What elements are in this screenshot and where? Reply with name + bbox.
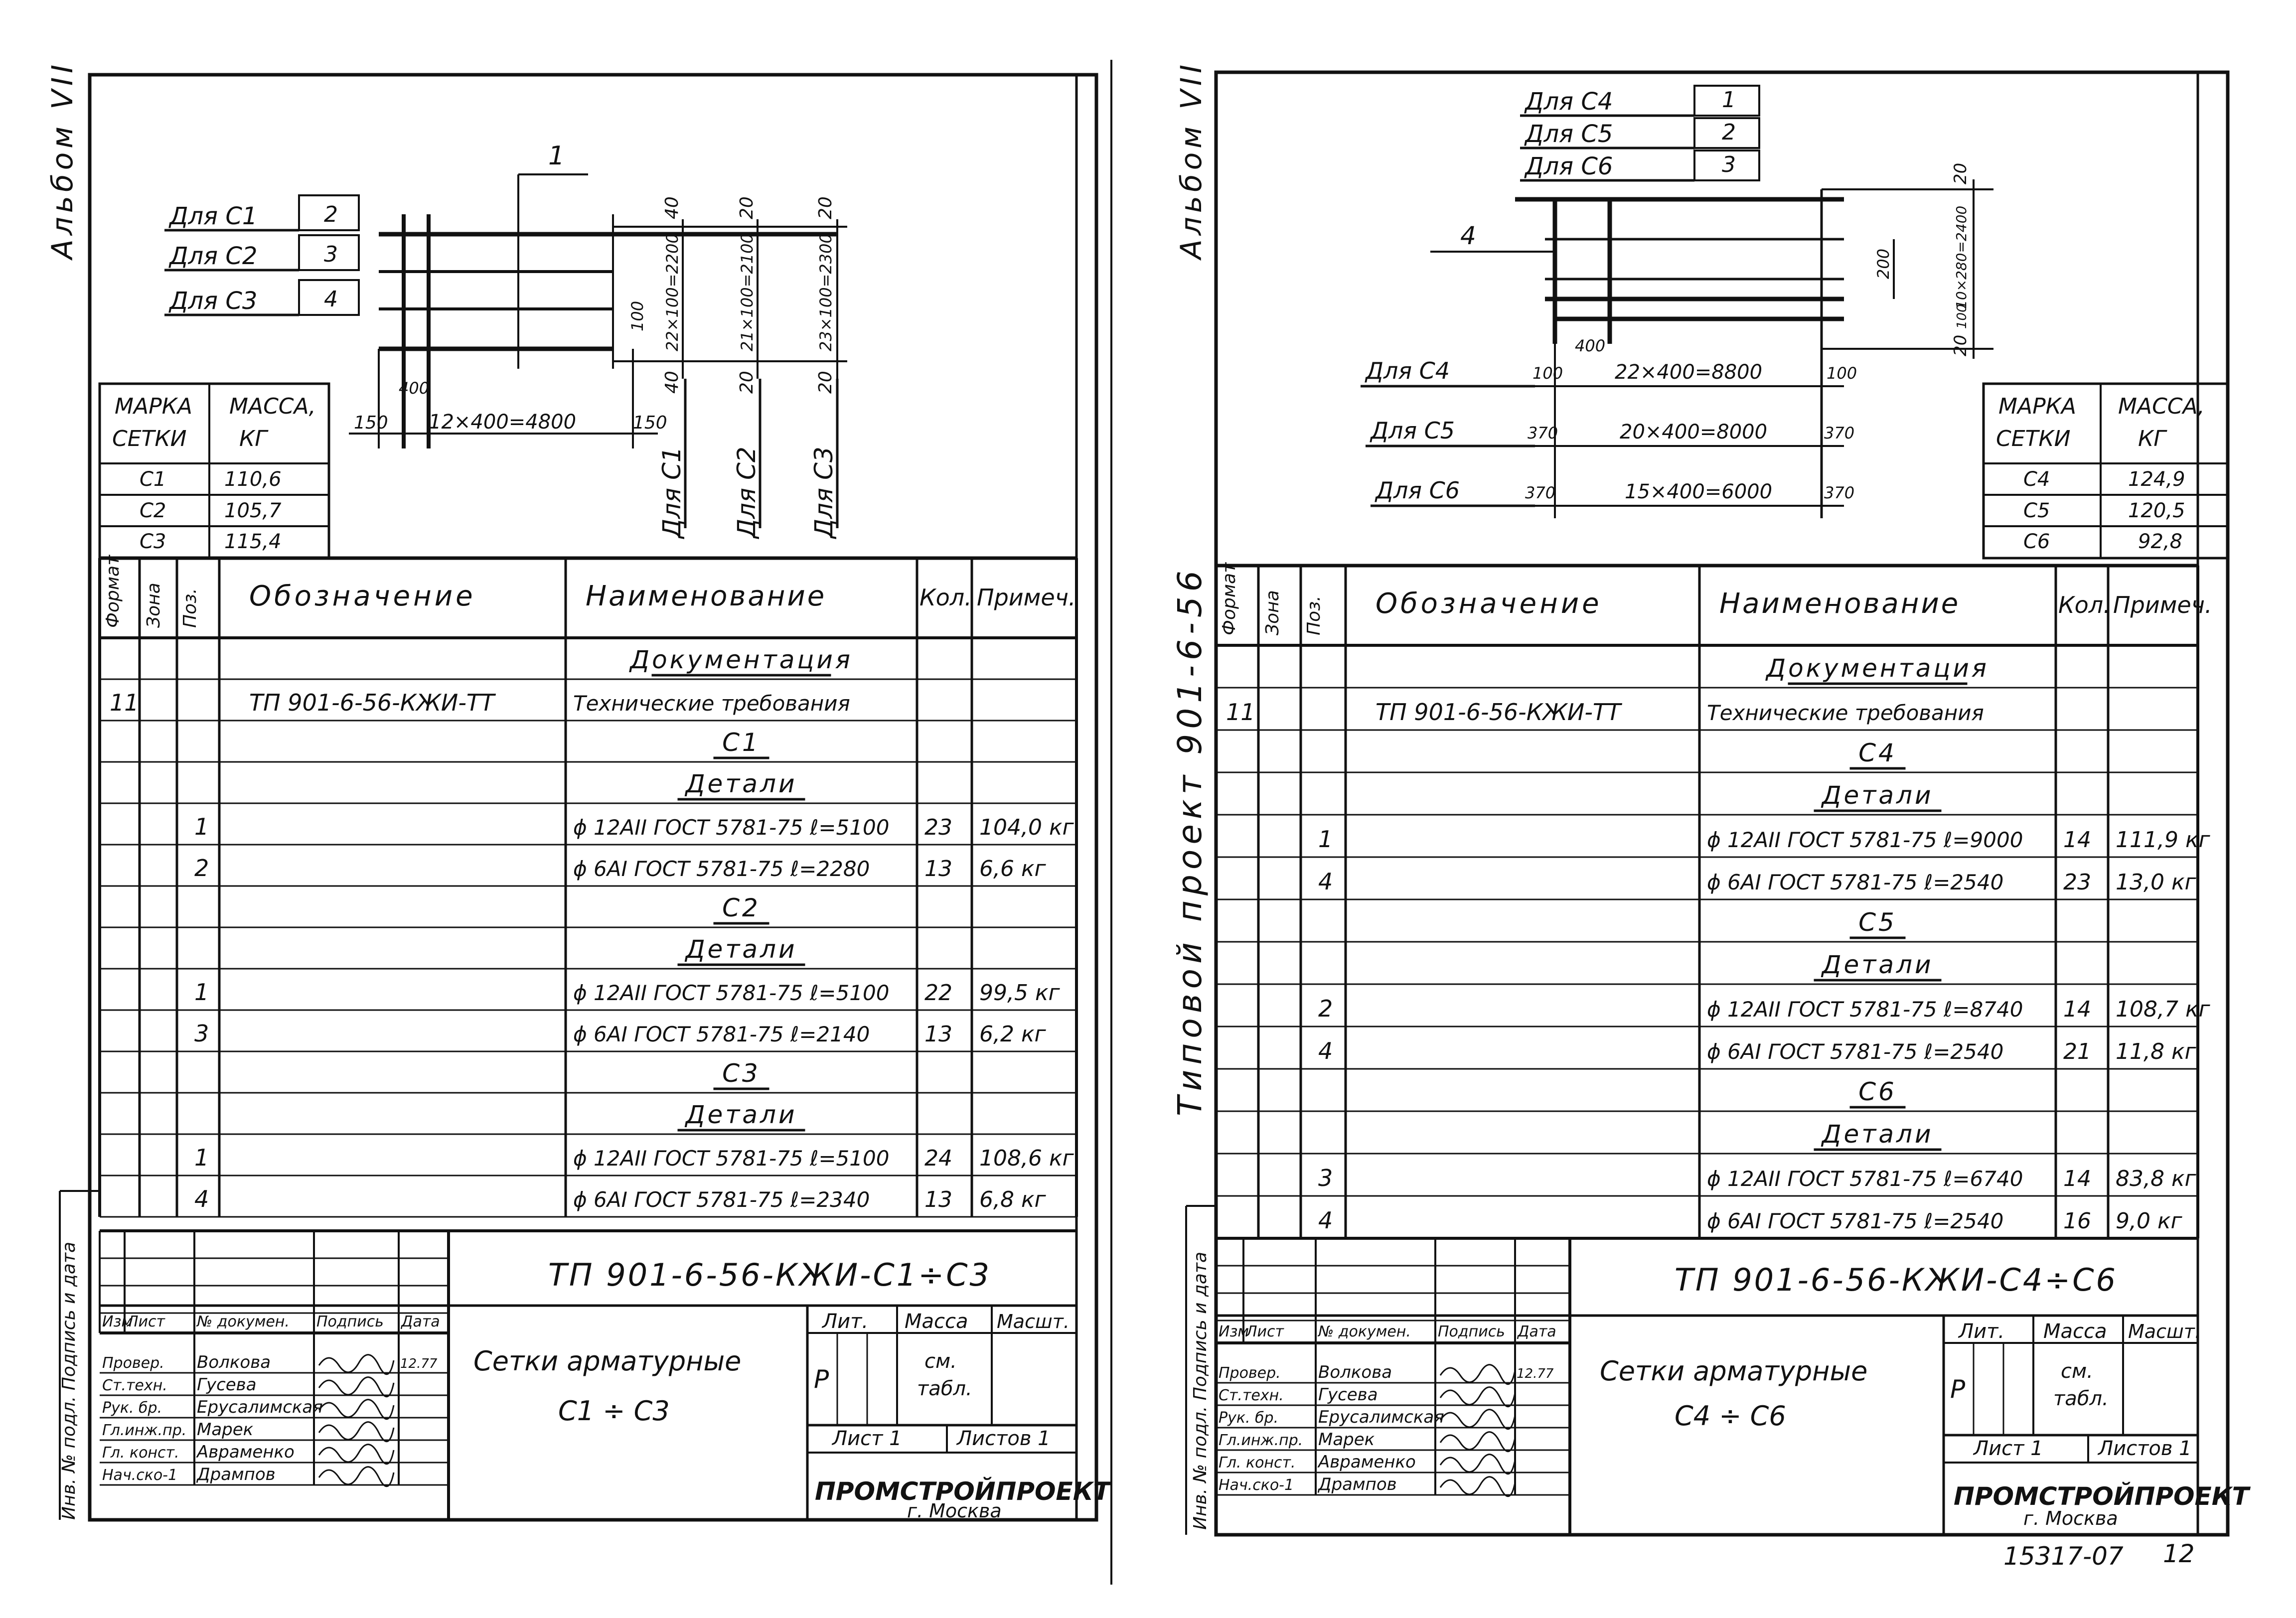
right-mass-c4: С4	[2023, 468, 2050, 491]
spec-section-title: Детали	[1822, 1120, 1934, 1149]
right-span-a-c6: 370	[1525, 483, 1556, 502]
left-spec-header-pos: Поз.	[180, 588, 200, 628]
right-spec-row	[1226, 699, 1984, 726]
left-stamp-role: Гл.инж.пр.	[102, 1422, 187, 1439]
left-mass-table	[100, 384, 329, 558]
left-stamp-date: 12.77	[400, 1356, 438, 1371]
spec-position: 4	[1318, 1037, 1333, 1064]
left-org: ПРОМСТРОЙПРОЕКТ	[815, 1477, 1110, 1506]
left-pointer-num-3: 3	[324, 242, 338, 267]
left-stamp-header: № докумен.	[197, 1313, 290, 1330]
right-title-code: ТП 901-6-56-КЖИ-С4÷С6	[1675, 1262, 2118, 1298]
left-mass-c1: С1	[140, 468, 166, 491]
right-stamp-header: Изм	[1219, 1323, 1249, 1340]
left-spec-header-qty: Кол.	[919, 584, 972, 611]
right-lit-value: Р	[1950, 1375, 1966, 1404]
spec-position: 4	[194, 1185, 209, 1212]
left-signature-scribble	[319, 1400, 394, 1419]
right-stamp-role: Провер.	[1219, 1364, 1281, 1382]
right-dim-20b: 20	[1951, 334, 1971, 356]
right-spec-header-qty: Кол.	[2058, 591, 2111, 618]
spec-format: 11	[1226, 699, 1255, 726]
right-spec-row	[1850, 1077, 1906, 1107]
spec-quantity: 13	[924, 856, 952, 882]
left-lit-header: Лит.	[822, 1310, 869, 1333]
right-city: г. Москва	[2023, 1507, 2118, 1529]
spec-note: 6,2 кг	[979, 1022, 1046, 1047]
right-stamp-name: Гусева	[1318, 1385, 1378, 1405]
right-dim-vert: 10×280=2400	[1953, 205, 1970, 309]
right-span-b-c6: 370	[1824, 483, 1855, 502]
right-stamp-role: Гл.инж.пр.	[1219, 1432, 1303, 1449]
left-spec-row	[194, 1144, 1074, 1171]
spec-section-title: Документация	[1766, 654, 1989, 683]
right-spec-row	[1814, 781, 1942, 811]
left-stamp-name: Дрампов	[197, 1465, 276, 1484]
left-spec-table	[100, 555, 1076, 1217]
left-stamp-role: Нач.ско-1	[102, 1467, 178, 1484]
right-stamp-header: Подпись	[1438, 1323, 1505, 1340]
left-stamp-header: Дата	[401, 1313, 440, 1330]
spec-position: 3	[1318, 1165, 1333, 1191]
left-mass-value1: см.	[924, 1350, 957, 1373]
left-mass-c2: С2	[140, 499, 166, 522]
left-mass-h2: МАССА,	[229, 394, 316, 419]
left-dim-v2: 21×100=2100	[738, 233, 757, 351]
right-footer-page: 12	[2163, 1539, 2195, 1568]
left-title-code: ТП 901-6-56-КЖИ-С1÷С3	[548, 1257, 991, 1293]
right-span-a-c5: 370	[1528, 424, 1558, 442]
right-stamp-name: Волкова	[1318, 1362, 1392, 1382]
left-mass-h2b: КГ	[239, 426, 267, 451]
left-pointer-num-2: 2	[324, 202, 338, 227]
right-stamp-role: Нач.ско-1	[1219, 1476, 1294, 1494]
left-vlabel-c3: Для С3	[809, 446, 838, 538]
right-span-c6: 15×400=6000	[1625, 480, 1773, 503]
right-mass-c5: С5	[2023, 499, 2050, 522]
spec-section-title: Детали	[1822, 781, 1934, 810]
left-dim-400: 400	[399, 379, 430, 398]
right-dim-100: 100	[1955, 304, 1970, 329]
spec-name: ϕ 12АII ГОСТ 5781-75 ℓ=5100	[573, 1146, 890, 1171]
spec-quantity: 13	[924, 1022, 952, 1047]
spec-section-title: С3	[722, 1059, 761, 1088]
right-dim-400: 400	[1575, 336, 1606, 355]
left-dim-span: 12×400=4800	[429, 411, 577, 434]
spec-section-title: С5	[1858, 908, 1897, 937]
right-signature-scribble	[1440, 1477, 1515, 1496]
right-spec-row	[1850, 738, 1906, 768]
left-dim-150b: 150	[633, 413, 667, 433]
right-org: ПРОМСТРОЙПРОЕКТ	[1954, 1482, 2249, 1511]
left-spec-header-zone: Зона	[144, 583, 164, 628]
right-stamp-name: Дрампов	[1318, 1474, 1397, 1494]
right-mass-table	[1984, 384, 2228, 558]
right-spec-header-pos: Поз.	[1304, 595, 1324, 635]
left-album-label: Альбом VII	[45, 60, 79, 259]
left-spec-row	[714, 1059, 769, 1089]
right-stamp-grid	[1216, 1238, 1570, 1496]
spec-note: 104,0 кг	[979, 815, 1074, 840]
left-spec-row	[194, 813, 1074, 840]
right-footer-number: 15317-07	[2003, 1542, 2124, 1571]
right-dim-200: 200	[1874, 248, 1893, 279]
left-mass-h1: МАРКА	[115, 394, 192, 419]
spec-quantity: 21	[2063, 1039, 2091, 1064]
left-mass-value2: табл.	[917, 1377, 972, 1400]
spec-position: 4	[1318, 868, 1333, 895]
spec-note: 99,5 кг	[979, 980, 1060, 1006]
spec-name: ϕ 12АII ГОСТ 5781-75 ℓ=5100	[573, 981, 890, 1005]
spec-name: ϕ 12АII ГОСТ 5781-75 ℓ=6740	[1707, 1167, 2023, 1191]
right-title-block	[1216, 1238, 2251, 1535]
left-stamp-header: Лист	[127, 1313, 165, 1330]
right-stamp-header: Лист	[1246, 1323, 1284, 1340]
left-pointers	[164, 195, 359, 315]
right-spec-row	[1318, 1165, 2197, 1191]
left-sheets-count: Листов 1	[957, 1427, 1051, 1450]
left-stamp-role: Провер.	[102, 1354, 164, 1372]
right-doc-sub: С4 ÷ С6	[1675, 1400, 1786, 1432]
right-span-b-c5: 370	[1824, 424, 1855, 442]
left-sheet	[45, 60, 1112, 1585]
spec-note: 6,8 кг	[979, 1187, 1046, 1212]
right-spec-header-note: Примеч.	[2113, 591, 2212, 618]
right-pointer-num-2: 2	[1722, 120, 1736, 145]
spec-name: ϕ 6АI ГОСТ 5781-75 ℓ=2540	[1707, 1039, 2004, 1064]
left-inv-label: Инв. № подл. Подпись и дата	[59, 1242, 79, 1520]
spec-note: 11,8 кг	[2116, 1039, 2196, 1064]
right-stamp-header: № докумен.	[1318, 1323, 1411, 1340]
right-spec-header-zone: Зона	[1262, 590, 1283, 635]
right-pointer-num-1: 1	[1722, 87, 1736, 113]
left-signature-scribble	[319, 1422, 394, 1442]
right-stamp-name: Ерусалимская	[1318, 1407, 1444, 1427]
left-lit-value: Р	[814, 1365, 829, 1394]
spec-quantity: 24	[924, 1146, 952, 1171]
spec-name: Технические требования	[1707, 701, 1984, 725]
right-mesh-drawing	[1361, 163, 1993, 518]
left-spec-header-format: Формат	[103, 555, 123, 628]
right-sheet	[1171, 61, 2251, 1571]
right-pointer-c6: Для С6	[1525, 152, 1613, 180]
spec-section-title: Детали	[685, 1100, 797, 1129]
right-mass-h2b: КГ	[2138, 426, 2166, 451]
left-spec-row	[678, 1100, 805, 1130]
spec-note: 111,9 кг	[2116, 827, 2210, 853]
spec-quantity: 22	[924, 980, 952, 1006]
left-spec-row	[678, 935, 805, 965]
left-vlabel-c1: Для С1	[657, 446, 686, 538]
left-leader-label-1: 1	[548, 141, 565, 171]
left-signature-scribble	[319, 1467, 394, 1486]
left-mass-header: Масса	[905, 1310, 968, 1333]
spec-position: 1	[194, 979, 209, 1006]
left-stamp-name: Марек	[197, 1420, 254, 1440]
spec-section-title: С2	[722, 893, 761, 922]
spec-position: 1	[194, 1144, 209, 1171]
left-dim-top-20a: 20	[737, 196, 757, 219]
right-span-label-c4: Для С4	[1366, 357, 1450, 384]
left-doc-sub: С1 ÷ С3	[558, 1395, 670, 1427]
spec-section-title: Детали	[685, 935, 797, 964]
right-pointer-c4: Для С4	[1525, 88, 1613, 116]
left-stamp-name: Ерусалимская	[197, 1397, 323, 1417]
left-dim-b20a: 20	[737, 371, 757, 394]
left-spec-header-designation: Обозначение	[249, 580, 476, 612]
right-stamp-name: Авраменко	[1318, 1452, 1416, 1472]
spec-quantity: 23	[2063, 870, 2091, 895]
right-sheets-count: Листов 1	[2098, 1437, 2192, 1460]
spec-name: Технические требования	[573, 691, 850, 716]
left-stamp-header: Изм	[102, 1313, 133, 1330]
spec-note: 83,8 кг	[2116, 1166, 2196, 1191]
left-spec-row	[194, 979, 1061, 1006]
spec-quantity: 14	[2063, 997, 2091, 1022]
right-mass-v4: 124,9	[2128, 468, 2185, 491]
right-stamp-header: Дата	[1518, 1323, 1556, 1340]
right-mass-h2: МАССА,	[2118, 394, 2205, 419]
spec-name: ϕ 6АI ГОСТ 5781-75 ℓ=2140	[573, 1022, 870, 1046]
spec-note: 13,0 кг	[2116, 870, 2196, 895]
spec-position: 2	[194, 855, 209, 882]
spec-section-title: Документация	[630, 645, 853, 674]
right-leader-label-4: 4	[1460, 221, 1476, 250]
spec-position: 2	[1318, 995, 1333, 1022]
right-album-label: Альбом VII	[1174, 60, 1208, 259]
right-pointer-c5: Для С5	[1525, 120, 1613, 148]
right-mass-v6: 92,8	[2138, 530, 2183, 553]
left-spec-row	[678, 769, 805, 799]
left-spec-row	[194, 855, 1047, 882]
left-dim-b40: 40	[662, 371, 682, 394]
right-stamp-role: Гл. конст.	[1219, 1454, 1296, 1471]
left-spec-row	[714, 728, 769, 758]
right-mass-h1: МАРКА	[1998, 394, 2076, 419]
spec-name: ϕ 12АII ГОСТ 5781-75 ℓ=5100	[573, 815, 890, 840]
left-mesh-drawing	[349, 141, 847, 539]
right-doc-title: Сетки арматурные	[1600, 1355, 1868, 1387]
spec-name: ϕ 12АII ГОСТ 5781-75 ℓ=8740	[1707, 997, 2023, 1022]
left-signature-scribble	[319, 1355, 394, 1374]
left-pointer-c2: Для С2	[169, 242, 258, 270]
left-dim-b20b: 20	[815, 371, 836, 394]
left-spec-row	[110, 689, 850, 716]
left-city: г. Москва	[907, 1500, 1002, 1522]
right-spec-row	[1318, 995, 2211, 1022]
right-spec-row	[1318, 826, 2211, 853]
left-dim-v1: 22×100=2200	[663, 233, 682, 351]
right-mass-value2: табл.	[2053, 1387, 2109, 1410]
right-dim-20a: 20	[1951, 162, 1971, 184]
right-spec-header-designation: Обозначение	[1376, 588, 1602, 620]
right-stamp-name: Марек	[1318, 1430, 1375, 1450]
left-vlabel-c2: Для С2	[732, 446, 761, 538]
right-span-a-c4: 100	[1532, 364, 1563, 383]
spec-name: ϕ 6АI ГОСТ 5781-75 ℓ=2280	[573, 857, 870, 881]
right-span-c4: 22×400=8800	[1615, 361, 1763, 384]
right-spec-row	[1814, 1120, 1942, 1150]
right-span-label-c6: Для С6	[1376, 477, 1460, 504]
right-sheet-num: Лист 1	[1974, 1437, 2043, 1460]
right-spec-row	[1318, 868, 2197, 895]
spec-name: ϕ 12АII ГОСТ 5781-75 ℓ=9000	[1707, 828, 2023, 852]
right-inv-label: Инв. № подл. Подпись и дата	[1190, 1252, 1211, 1530]
right-signature-scribble	[1440, 1432, 1515, 1452]
left-mass-v2: 105,7	[224, 499, 282, 522]
left-dim-150a: 150	[354, 413, 388, 433]
left-spec-header-name: Наименование	[586, 580, 827, 612]
right-mass-v5: 120,5	[2128, 499, 2185, 522]
spec-quantity: 14	[2063, 1166, 2091, 1191]
left-dim-100: 100	[628, 300, 647, 331]
right-stamp-role: Рук. бр.	[1219, 1409, 1279, 1427]
left-mass-c3: С3	[140, 530, 166, 553]
left-spec-row	[194, 1185, 1047, 1212]
right-signature-scribble	[1440, 1387, 1515, 1407]
right-spec-row	[1814, 950, 1942, 980]
spec-note: 108,6 кг	[979, 1146, 1074, 1171]
left-spec-row	[194, 1020, 1047, 1047]
left-stamp-role: Гл. конст.	[102, 1444, 179, 1462]
spec-position: 1	[194, 813, 209, 840]
right-stamp-role: Ст.техн.	[1219, 1387, 1284, 1404]
right-span-b-c4: 100	[1827, 364, 1857, 383]
spec-position: 3	[194, 1020, 209, 1047]
spec-section-title: Детали	[1822, 950, 1934, 979]
left-stamp-name: Гусева	[197, 1375, 257, 1395]
left-stamp-grid	[100, 1231, 449, 1486]
spec-note: 9,0 кг	[2116, 1208, 2182, 1234]
left-pointer-c1: Для С1	[169, 202, 258, 230]
left-pointer-c3: Для С3	[169, 287, 258, 315]
left-dim-top-20b: 20	[815, 196, 836, 219]
right-signature-scribble	[1440, 1365, 1515, 1384]
right-spec-row	[1765, 654, 1989, 684]
spec-designation: ТП 901-6-56-КЖИ-ТТ	[249, 689, 495, 716]
right-signature-scribble	[1440, 1455, 1515, 1474]
spec-quantity: 16	[2063, 1208, 2091, 1234]
left-signature-scribble	[319, 1377, 394, 1397]
left-scale-header: Масшт.	[997, 1311, 1070, 1332]
left-stamp-role: Рук. бр.	[102, 1399, 162, 1417]
left-doc-title: Сетки арматурные	[473, 1345, 742, 1377]
right-span-c5: 20×400=8000	[1620, 421, 1768, 443]
left-stamp-name: Авраменко	[197, 1442, 295, 1462]
spec-note: 6,6 кг	[979, 856, 1046, 882]
right-mass-c6: С6	[2023, 530, 2050, 553]
right-spec-row	[1318, 1207, 2183, 1234]
spec-section-title: Детали	[685, 769, 797, 798]
left-stamp-role: Ст.техн.	[102, 1377, 167, 1394]
left-stamp-name: Волкова	[197, 1352, 271, 1372]
right-project-label: Типовой проект 901-6-56	[1171, 566, 1209, 1116]
spec-quantity: 13	[924, 1187, 952, 1212]
spec-section-title: С6	[1858, 1077, 1897, 1106]
right-spec-row	[1318, 1037, 2197, 1064]
spec-name: ϕ 6АI ГОСТ 5781-75 ℓ=2540	[1707, 870, 2004, 894]
left-spec-row	[714, 893, 769, 923]
left-title-block	[100, 1231, 1112, 1522]
left-mass-v1: 110,6	[224, 468, 282, 491]
right-pointer-num-3: 3	[1722, 152, 1736, 177]
right-mass-h1b: СЕТКИ	[1996, 426, 2071, 451]
spec-quantity: 23	[924, 815, 952, 840]
left-dim-v3: 23×100=2300	[816, 233, 835, 351]
spec-section-title: С4	[1858, 738, 1897, 767]
spec-position: 4	[1318, 1207, 1333, 1234]
right-spec-header-name: Наименование	[1719, 588, 1961, 620]
right-stamp-date: 12.77	[1517, 1366, 1554, 1381]
left-mass-h1b: СЕТКИ	[112, 426, 187, 451]
right-lit-header: Лит.	[1959, 1320, 2005, 1343]
right-pointers	[1520, 86, 1759, 180]
right-spec-row	[1850, 908, 1906, 938]
left-spec-header-note: Примеч.	[977, 584, 1076, 611]
left-sheet-num: Лист 1	[832, 1427, 902, 1450]
right-spec-table	[1216, 562, 2212, 1238]
spec-designation: ТП 901-6-56-КЖИ-ТТ	[1376, 699, 1621, 726]
left-spec-row	[629, 645, 853, 675]
spec-position: 1	[1318, 826, 1333, 853]
right-signature-scribble	[1440, 1410, 1515, 1429]
spec-quantity: 14	[2063, 827, 2091, 853]
right-mass-value1: см.	[2061, 1360, 2093, 1383]
left-signature-scribble	[319, 1445, 394, 1464]
spec-name: ϕ 6АI ГОСТ 5781-75 ℓ=2540	[1707, 1209, 2004, 1233]
right-scale-header: Масшт.	[2128, 1321, 2201, 1342]
spec-note: 108,7 кг	[2116, 997, 2210, 1022]
spec-name: ϕ 6АI ГОСТ 5781-75 ℓ=2340	[573, 1187, 870, 1212]
left-stamp-header: Подпись	[316, 1313, 384, 1330]
left-pointer-num-4: 4	[324, 287, 338, 312]
left-dim-top-40: 40	[662, 196, 682, 219]
right-span-label-c5: Для С5	[1371, 417, 1455, 444]
right-mass-header: Масса	[2043, 1320, 2107, 1343]
spec-format: 11	[110, 689, 139, 716]
right-spec-header-format: Формат	[1219, 562, 1239, 635]
left-mass-v3: 115,4	[224, 530, 282, 553]
spec-section-title: С1	[722, 728, 761, 757]
